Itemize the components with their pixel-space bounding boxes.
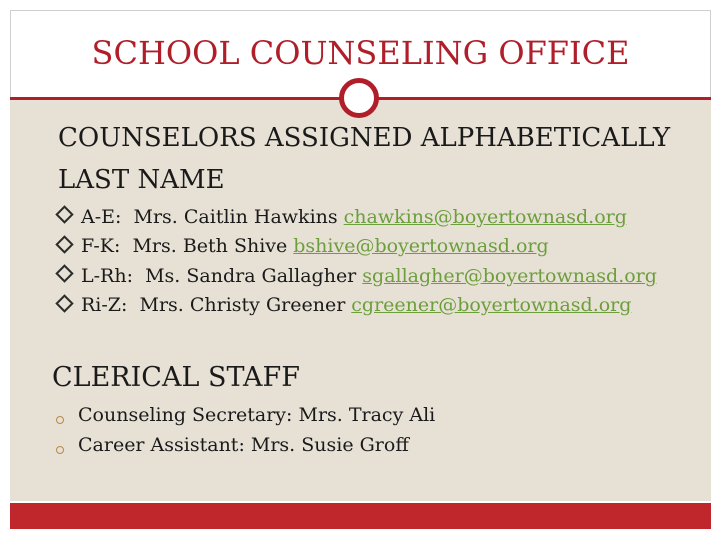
counselors-heading: COUNSELORS ASSIGNED ALPHABETICALLY (58, 123, 671, 153)
counselors-subheading: LAST NAME (58, 165, 225, 195)
slide-title: SCHOOL COUNSELING OFFICE (91, 34, 630, 72)
alpha-range: L-Rh: (81, 264, 133, 287)
diamond-bullet-icon (55, 294, 73, 312)
email-link[interactable]: bshive@boyertownasd.org (293, 235, 549, 258)
alpha-range: Ri-Z: (81, 294, 128, 317)
email-link[interactable]: chawkins@boyertownasd.org (343, 205, 627, 228)
alpha-range: A-E: (81, 205, 122, 228)
staff-entry: Counseling Secretary: Mrs. Tracy Ali (78, 404, 436, 426)
list-item (52, 400, 435, 430)
diamond-bullet-icon (55, 265, 73, 283)
counselor-name: Mrs. Christy Greener (139, 294, 346, 317)
list-item (52, 291, 657, 321)
counselor-name: Mrs. Beth Shive (132, 235, 288, 258)
clerical-list (52, 400, 435, 460)
list-item (52, 430, 435, 460)
list-item (52, 202, 657, 232)
counselor-name: Ms. Sandra Gallagher (145, 264, 357, 287)
circle-bullet-icon (56, 416, 64, 424)
alpha-range: F-K: (81, 235, 121, 258)
clerical-heading: CLERICAL STAFF (52, 362, 300, 393)
diamond-bullet-icon (55, 235, 73, 253)
email-link[interactable]: sgallagher@boyertownasd.org (362, 264, 657, 287)
footer-bar (10, 503, 711, 529)
list-item (52, 232, 657, 262)
email-link[interactable]: cgreener@boyertownasd.org (351, 294, 632, 317)
diamond-bullet-icon (55, 206, 73, 224)
staff-entry: Career Assistant: Mrs. Susie Groff (78, 434, 409, 456)
list-item (52, 261, 657, 291)
divider-ring-ornament (339, 78, 379, 118)
counselor-list (52, 202, 657, 320)
circle-bullet-icon (56, 446, 64, 454)
counselor-name: Mrs. Caitlin Hawkins (133, 205, 338, 228)
